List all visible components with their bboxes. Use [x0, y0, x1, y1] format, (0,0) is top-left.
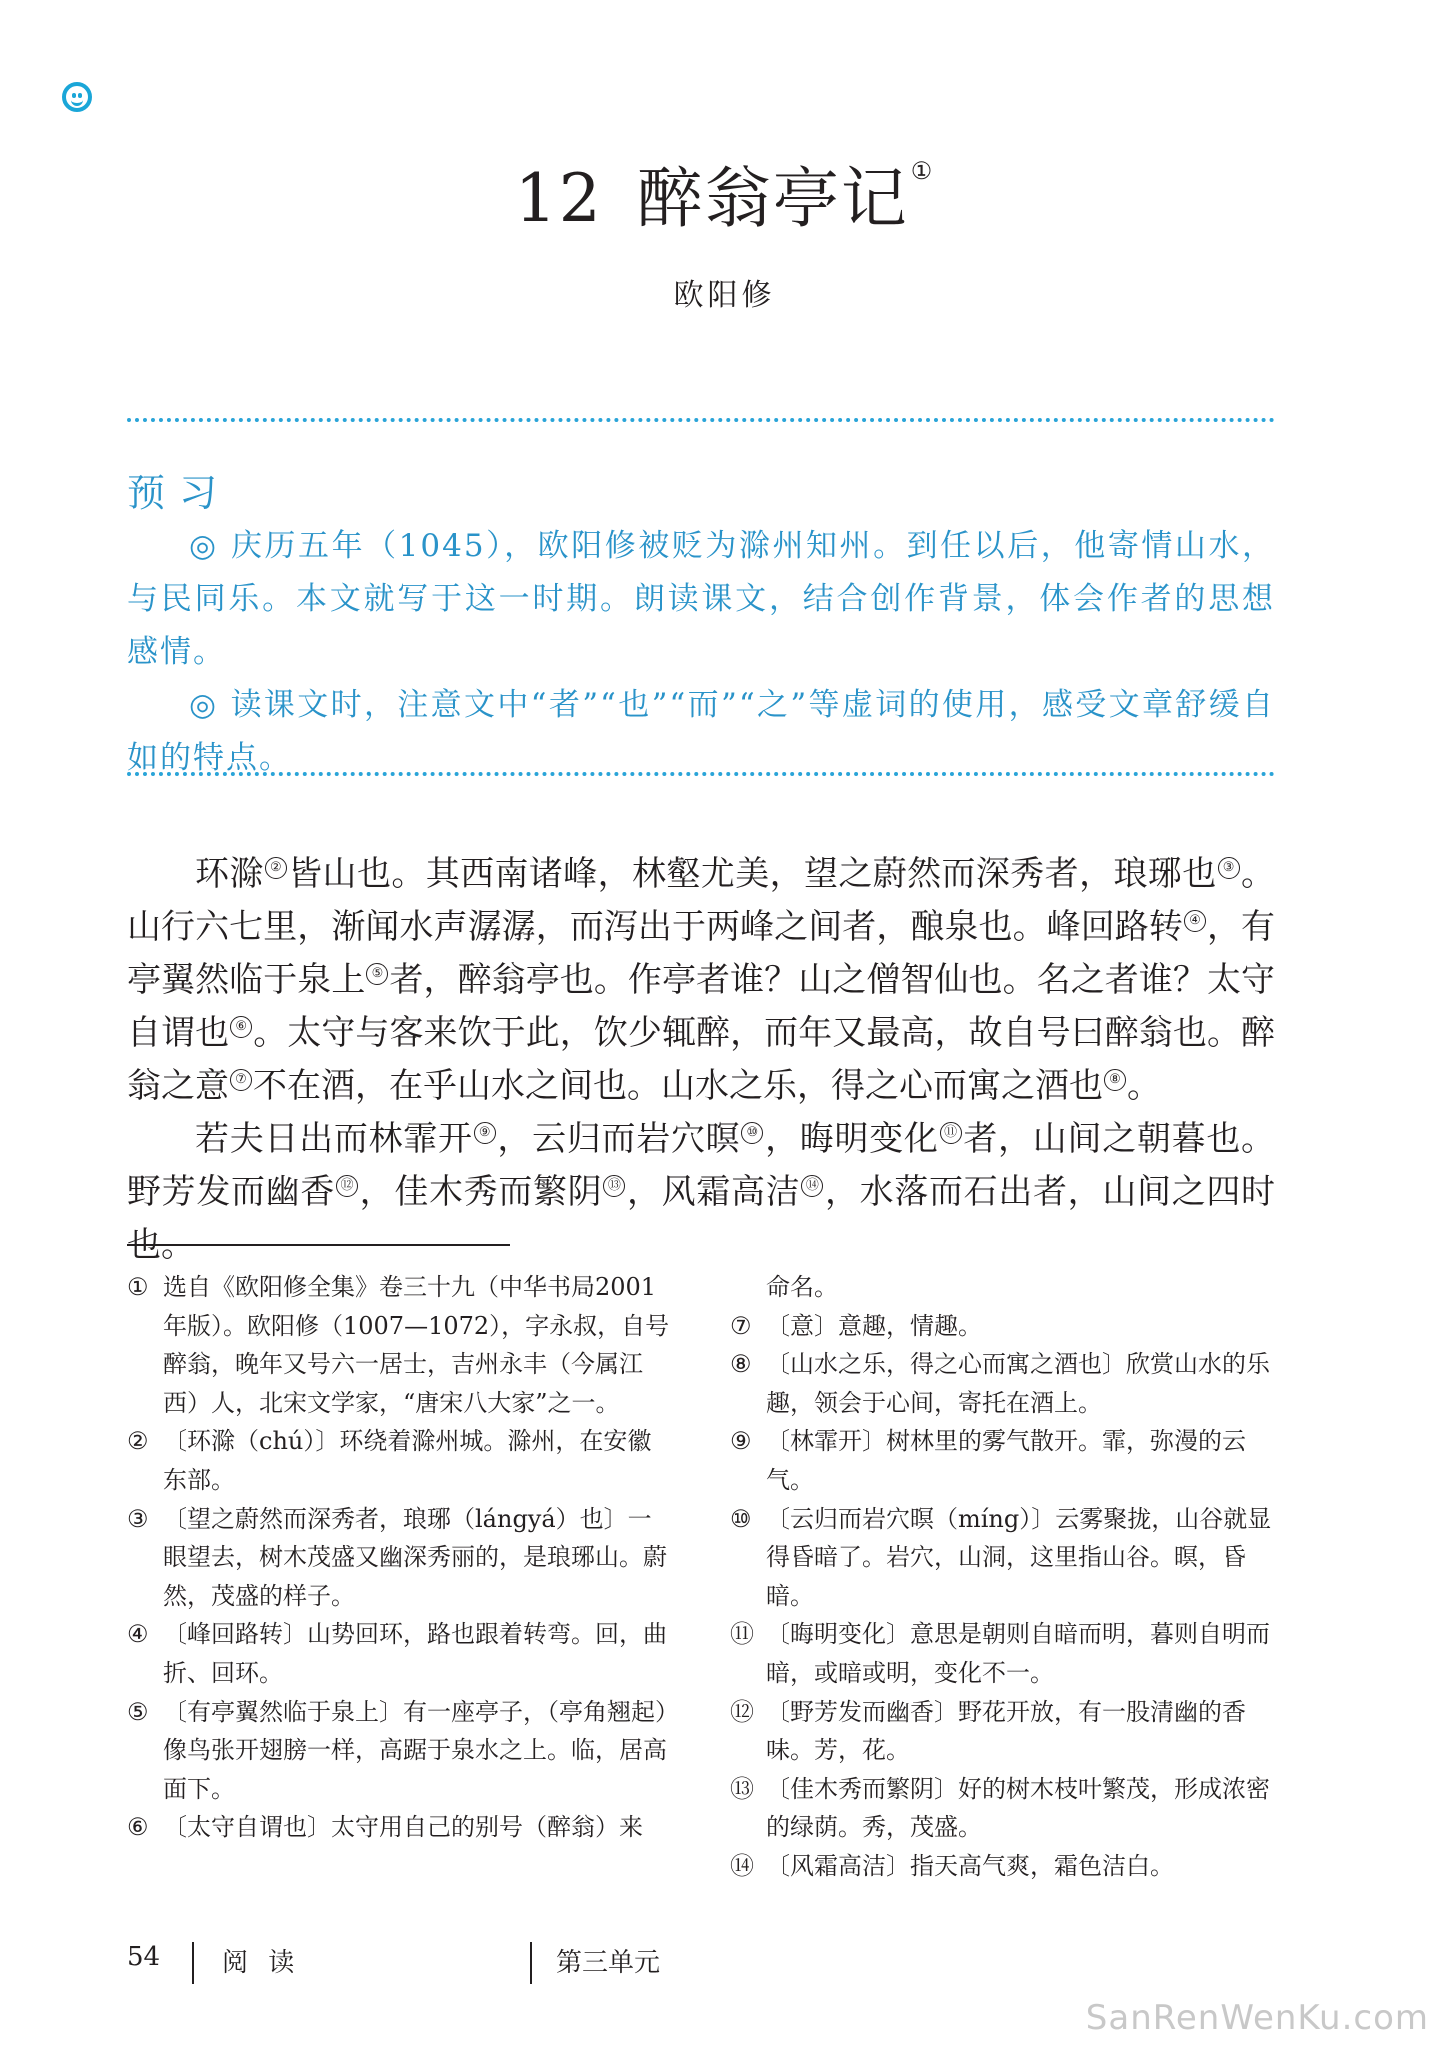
- preview-paragraph: ◎ 读课文时，注意文中“者”“也”“而”“之”等虚词的使用，感受文章舒缓自如的特点。: [127, 687, 1275, 776]
- footnotes-right: [730, 1268, 1275, 1886]
- footnote-ref[interactable]: ⑩: [741, 1122, 763, 1144]
- footnote-item: ⑩ 〔云归而岩穴暝（míng）〕云雾聚拢，山谷就显得昏暗了。岩穴，山洞，这里指山谷。暝，昏暗。: [730, 1504, 1272, 1610]
- footnote-ref[interactable]: ⑫: [336, 1175, 358, 1197]
- footnote-item: ⑦ 〔意〕意趣，情趣。: [730, 1311, 982, 1340]
- footnote-ref[interactable]: ⑨: [474, 1122, 496, 1144]
- main-text: [127, 848, 1275, 1272]
- watermark: SanRenWenKu.com: [1085, 1998, 1429, 2038]
- lesson-title: [0, 145, 1449, 240]
- text-paragraph-2: 若夫日出而林霏开 ⑨ ，云归而岩穴暝 ⑩ ，晦明变化 ⑪ 者，山间之朝暮也。野芳发而幽香 ⑫ ，佳木秀而繁阴 ⑬ ，风霜高洁 ⑭ ，水落而石出者，山间之四时也。: [127, 1119, 1276, 1265]
- page-number: 54: [127, 1942, 161, 1972]
- footnote-item: ⑥ 〔太守自谓也〕太守用自己的别号（醉翁）来: [127, 1813, 643, 1842]
- footer-separator: [530, 1942, 532, 1984]
- footnote-ref[interactable]: ⑬: [603, 1175, 625, 1197]
- preview-text: [127, 520, 1275, 785]
- footnote-continuation: 命名。: [766, 1273, 838, 1301]
- footnote-ref[interactable]: ⑤: [366, 963, 388, 985]
- footnote-ref[interactable]: ⑭: [801, 1175, 823, 1197]
- lesson-number: 12: [514, 160, 603, 237]
- footnote-item: ⑬ 〔佳木秀而繁阴〕好的树木枝叶繁茂，形成浓密的绿荫。秀，茂盛。: [730, 1774, 1270, 1842]
- divider-bottom: [127, 772, 1275, 776]
- footnote-ref[interactable]: ④: [1184, 910, 1206, 932]
- footnote-item: ⑭ 〔风霜高洁〕指天高气爽，霜色洁白。: [730, 1851, 1174, 1880]
- divider-top: [127, 418, 1275, 422]
- footnote-ref[interactable]: ⑥: [230, 1016, 252, 1038]
- text-paragraph-1: 环滁 ② 皆山也。其西南诸峰，林壑尤美，望之蔚然而深秀者，琅琊也 ③ 。山行六七里，渐闻水声潺潺，而泻出于两峰之间者，酿泉也。峰回路转 ④ ，有亭翼然临于泉上 ⑤ 者，醉翁亭也。作亭者谁？山之僧智仙也。名之者谁？太守自谓也 ⑥ 。太守与客来饮于此，饮少辄醉，而年又最高，故自号曰醉翁也。醉翁之意 ⑦ 不在酒，在乎山水之间也。山水之乐，得之心而寓之酒也 ⑧ 。: [127, 854, 1276, 1106]
- footnote-item: ⑧ 〔山水之乐，得之心而寓之酒也〕欣赏山水的乐趣，领会于心间，寄托在酒上。: [730, 1350, 1270, 1417]
- footnote-item: ② 〔环滁（chú）〕环绕着滁州城。滁州，在安徽东部。: [127, 1427, 652, 1494]
- footnote-item: ⑫ 〔野芳发而幽香〕野花开放，有一股清幽的香味。芳，花。: [730, 1697, 1246, 1765]
- footnotes-left: [127, 1268, 672, 1847]
- footnote-item: ④ 〔峰回路转〕山势回环，路也跟着转弯。回，曲折、回环。: [127, 1620, 667, 1687]
- lesson-title-text: 醉翁亭记: [636, 160, 909, 237]
- footnote-rule: [127, 1244, 510, 1246]
- footer-separator: [192, 1942, 194, 1984]
- preview-heading: 预习: [127, 471, 232, 515]
- footnote-ref[interactable]: ②: [265, 857, 287, 879]
- footnote-item: ⑨ 〔林霏开〕树林里的雾气散开。霏，弥漫的云气。: [730, 1427, 1246, 1494]
- footer-unit: 第三单元: [556, 1948, 661, 1978]
- title-footnote-marker[interactable]: ①: [910, 157, 935, 185]
- footnote-item: ① 选自《欧阳修全集》卷三十九（中华书局2001年版）。欧阳修（1007—1072），字永叔，自号醉翁，晚年又号六一居士，吉州永丰（今属江西）人，北宋文学家，“唐宋八大家”之一。: [127, 1273, 670, 1417]
- footer-section: 阅 读: [222, 1948, 301, 1978]
- footnote-ref[interactable]: ⑦: [230, 1069, 252, 1091]
- smiley-icon: [62, 82, 92, 112]
- footnote-item: ⑪ 〔晦明变化〕意思是朝则自暗而明，暮则自明而暗，或暗或明，变化不一。: [730, 1620, 1270, 1687]
- footnote-item: ③ 〔望之蔚然而深秀者，琅琊（lángyá）也〕一眼望去，树木茂盛又幽深秀丽的，是琅琊山。蔚然，茂盛的样子。: [127, 1504, 667, 1610]
- footnote-ref[interactable]: ⑪: [940, 1122, 962, 1144]
- preview-paragraph: ◎ 庆历五年（1045），欧阳修被贬为滁州知州。到任以后，他寄情山水，与民同乐。本文就写于这一时期。朗读课文，结合创作背景，体会作者的思想感情。: [127, 528, 1275, 670]
- author: 欧阳修: [673, 278, 776, 313]
- footnote-ref[interactable]: ⑧: [1104, 1069, 1126, 1091]
- footnote-item: ⑤ 〔有亭翼然临于泉上〕有一座亭子，（亭角翘起）像鸟张开翅膀一样，高踞于泉水之上。临，居高面下。: [127, 1697, 667, 1803]
- footnote-ref[interactable]: ③: [1218, 857, 1240, 879]
